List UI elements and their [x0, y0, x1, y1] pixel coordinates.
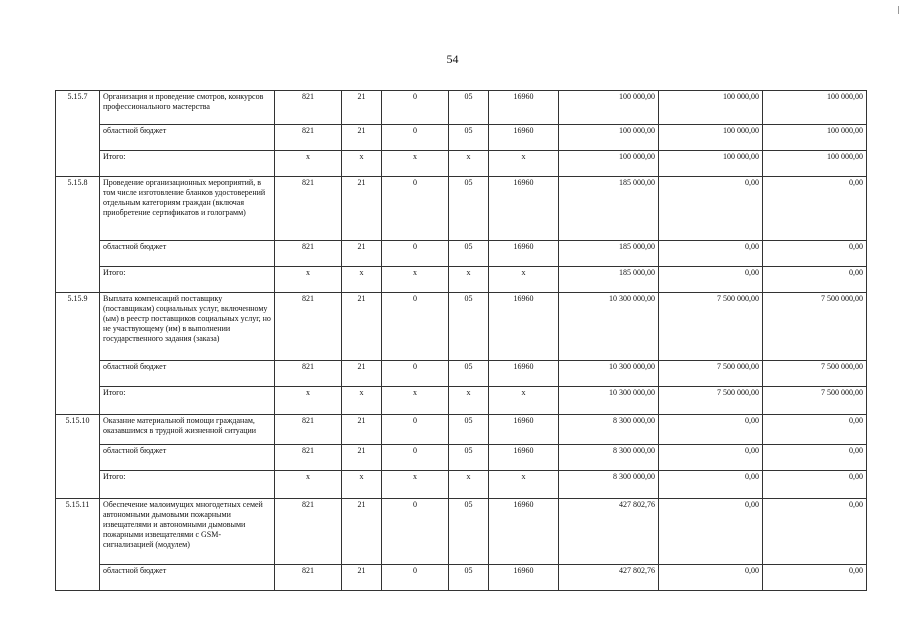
grbs-cell: x: [275, 267, 342, 293]
amount-year1-cell: 8 300 000,00: [559, 471, 659, 499]
csr-cell: 05: [449, 445, 489, 471]
budget-table-wrap: [55, 90, 867, 591]
rz-cell: 21: [342, 565, 382, 591]
grbs-cell: 821: [275, 565, 342, 591]
pr-cell: 0: [382, 91, 449, 125]
amount-year1-cell: 185 000,00: [559, 177, 659, 241]
amount-year2-cell: 0,00: [659, 241, 763, 267]
rz-cell: 21: [342, 445, 382, 471]
rz-cell: x: [342, 471, 382, 499]
vr-cell: x: [489, 387, 559, 415]
vr-cell: 16960: [489, 293, 559, 361]
table-row: [56, 241, 867, 267]
table-row: [56, 499, 867, 565]
amount-year3-cell: 0,00: [763, 565, 867, 591]
grbs-cell: 821: [275, 177, 342, 241]
csr-cell: 05: [449, 361, 489, 387]
pr-cell: 0: [382, 499, 449, 565]
amount-year1-cell: 10 300 000,00: [559, 361, 659, 387]
vr-cell: x: [489, 267, 559, 293]
vr-cell: 16960: [489, 499, 559, 565]
pr-cell: x: [382, 267, 449, 293]
activity-name: Выплата компенсаций поставщику (поставщикам) социальных услуг, включенному (ым) в реестр поставщиков социальных услуг, но не участвующему (им) в выполнении государственного задания (заказа): [100, 293, 275, 361]
amount-year1-cell: 8 300 000,00: [559, 415, 659, 445]
section-number: 5.15.10: [56, 415, 100, 499]
amount-year1-cell: 185 000,00: [559, 267, 659, 293]
rz-cell: 21: [342, 91, 382, 125]
pr-cell: x: [382, 387, 449, 415]
amount-year1-cell: 100 000,00: [559, 125, 659, 151]
rz-cell: 21: [342, 415, 382, 445]
csr-cell: 05: [449, 499, 489, 565]
grbs-cell: x: [275, 471, 342, 499]
pr-cell: 0: [382, 177, 449, 241]
total-label: Итого:: [100, 267, 275, 293]
amount-year3-cell: 0,00: [763, 499, 867, 565]
amount-year1-cell: 427 802,76: [559, 565, 659, 591]
table-row: [56, 267, 867, 293]
budget-source-label: областной бюджет: [100, 241, 275, 267]
amount-year2-cell: 0,00: [659, 177, 763, 241]
pr-cell: 0: [382, 125, 449, 151]
table-row: [56, 445, 867, 471]
csr-cell: 05: [449, 125, 489, 151]
csr-cell: x: [449, 471, 489, 499]
section-number: 5.15.9: [56, 293, 100, 415]
activity-name: Обеспечение малоимущих многодетных семей автономными дымовыми пожарными извещателями и автономными дымовыми пожарными извещателями с GSM-сигнализацией (модулем): [100, 499, 275, 565]
vr-cell: 16960: [489, 361, 559, 387]
csr-cell: 05: [449, 415, 489, 445]
vr-cell: 16960: [489, 125, 559, 151]
amount-year2-cell: 0,00: [659, 445, 763, 471]
grbs-cell: 821: [275, 241, 342, 267]
section-number: 5.15.8: [56, 177, 100, 293]
amount-year1-cell: 10 300 000,00: [559, 293, 659, 361]
rz-cell: x: [342, 267, 382, 293]
vr-cell: 16960: [489, 241, 559, 267]
csr-cell: 05: [449, 293, 489, 361]
pr-cell: 0: [382, 241, 449, 267]
grbs-cell: 821: [275, 125, 342, 151]
amount-year2-cell: 100 000,00: [659, 91, 763, 125]
table-row: [56, 565, 867, 591]
amount-year2-cell: 0,00: [659, 415, 763, 445]
pr-cell: x: [382, 151, 449, 177]
activity-name: Организация и проведение смотров, конкурсов профессионального мастерства: [100, 91, 275, 125]
amount-year3-cell: 7 500 000,00: [763, 387, 867, 415]
edge-mark: [898, 6, 899, 14]
grbs-cell: 821: [275, 361, 342, 387]
budget-source-label: областной бюджет: [100, 361, 275, 387]
grbs-cell: 821: [275, 293, 342, 361]
vr-cell: x: [489, 151, 559, 177]
csr-cell: 05: [449, 565, 489, 591]
csr-cell: x: [449, 387, 489, 415]
section-number: 5.15.7: [56, 91, 100, 177]
grbs-cell: x: [275, 387, 342, 415]
vr-cell: x: [489, 471, 559, 499]
page-number: 54: [446, 52, 459, 66]
rz-cell: 21: [342, 499, 382, 565]
vr-cell: 16960: [489, 445, 559, 471]
grbs-cell: 821: [275, 91, 342, 125]
amount-year3-cell: 7 500 000,00: [763, 293, 867, 361]
amount-year3-cell: 7 500 000,00: [763, 361, 867, 387]
amount-year3-cell: 0,00: [763, 241, 867, 267]
csr-cell: x: [449, 151, 489, 177]
amount-year3-cell: 0,00: [763, 267, 867, 293]
amount-year2-cell: 7 500 000,00: [659, 293, 763, 361]
budget-source-label: областной бюджет: [100, 125, 275, 151]
table-row: [56, 387, 867, 415]
amount-year1-cell: 427 802,76: [559, 499, 659, 565]
pr-cell: 0: [382, 445, 449, 471]
amount-year1-cell: 185 000,00: [559, 241, 659, 267]
table-row: [56, 361, 867, 387]
amount-year2-cell: 7 500 000,00: [659, 387, 763, 415]
rz-cell: x: [342, 387, 382, 415]
amount-year1-cell: 10 300 000,00: [559, 387, 659, 415]
budget-table: [55, 90, 867, 591]
table-body: [56, 91, 867, 591]
rz-cell: 21: [342, 361, 382, 387]
amount-year1-cell: 8 300 000,00: [559, 445, 659, 471]
total-label: Итого:: [100, 387, 275, 415]
amount-year2-cell: 100 000,00: [659, 125, 763, 151]
pr-cell: x: [382, 471, 449, 499]
grbs-cell: 821: [275, 415, 342, 445]
amount-year3-cell: 100 000,00: [763, 125, 867, 151]
table-row: [56, 177, 867, 241]
amount-year2-cell: 0,00: [659, 267, 763, 293]
pr-cell: 0: [382, 361, 449, 387]
amount-year2-cell: 0,00: [659, 565, 763, 591]
amount-year2-cell: 0,00: [659, 499, 763, 565]
total-label: Итого:: [100, 151, 275, 177]
grbs-cell: 821: [275, 445, 342, 471]
vr-cell: 16960: [489, 565, 559, 591]
amount-year3-cell: 100 000,00: [763, 91, 867, 125]
total-label: Итого:: [100, 471, 275, 499]
amount-year3-cell: 0,00: [763, 471, 867, 499]
grbs-cell: x: [275, 151, 342, 177]
activity-name: Оказание материальной помощи гражданам, оказавшимся в трудной жизненной ситуации: [100, 415, 275, 445]
pr-cell: 0: [382, 565, 449, 591]
budget-source-label: областной бюджет: [100, 445, 275, 471]
csr-cell: x: [449, 267, 489, 293]
rz-cell: x: [342, 151, 382, 177]
rz-cell: 21: [342, 241, 382, 267]
rz-cell: 21: [342, 293, 382, 361]
section-number: 5.15.11: [56, 499, 100, 591]
amount-year1-cell: 100 000,00: [559, 91, 659, 125]
amount-year3-cell: 0,00: [763, 415, 867, 445]
csr-cell: 05: [449, 177, 489, 241]
pr-cell: 0: [382, 293, 449, 361]
table-row: [56, 151, 867, 177]
pr-cell: 0: [382, 415, 449, 445]
amount-year2-cell: 100 000,00: [659, 151, 763, 177]
activity-name: Проведение организационных мероприятий, в том числе изготовление бланков удостоверений отдельным категориям граждан (включая приобретение сертификатов и голограмм): [100, 177, 275, 241]
grbs-cell: 821: [275, 499, 342, 565]
vr-cell: 16960: [489, 415, 559, 445]
table-row: [56, 293, 867, 361]
csr-cell: 05: [449, 91, 489, 125]
vr-cell: 16960: [489, 91, 559, 125]
rz-cell: 21: [342, 177, 382, 241]
amount-year3-cell: 0,00: [763, 177, 867, 241]
table-row: [56, 125, 867, 151]
table-row: [56, 471, 867, 499]
amount-year3-cell: 100 000,00: [763, 151, 867, 177]
csr-cell: 05: [449, 241, 489, 267]
amount-year1-cell: 100 000,00: [559, 151, 659, 177]
vr-cell: 16960: [489, 177, 559, 241]
rz-cell: 21: [342, 125, 382, 151]
amount-year3-cell: 0,00: [763, 445, 867, 471]
amount-year2-cell: 0,00: [659, 471, 763, 499]
table-row: [56, 415, 867, 445]
table-row: [56, 91, 867, 125]
budget-source-label: областной бюджет: [100, 565, 275, 591]
amount-year2-cell: 7 500 000,00: [659, 361, 763, 387]
